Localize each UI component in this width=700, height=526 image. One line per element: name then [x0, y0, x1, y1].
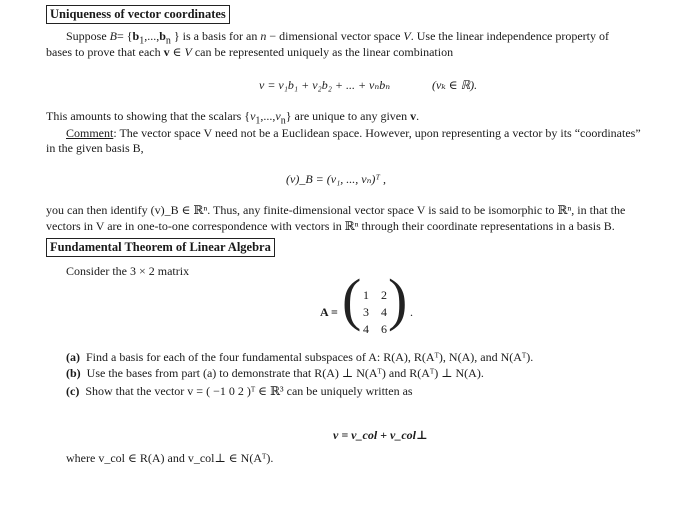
- matrix-cell: 4: [381, 305, 387, 319]
- identify-line-2: vectors in V are in one-to-one correspondence with vectors in ℝⁿ through their coordinate representations in a basis B.: [46, 219, 615, 233]
- comment-label: Comment: [66, 126, 114, 140]
- combination-equation: v = v₁b₁ + v₂b₂ + ... + vₙbₙ: [259, 78, 391, 92]
- matrix-cell: 6: [381, 322, 387, 336]
- decomposition-equation: v = v_col + v_col⊥: [333, 428, 428, 442]
- comment-line-1: Comment: The vector space V need not be a Euclidean space. However, upon representing a vector by its “coordinates”: [66, 126, 641, 140]
- coordinate-equation: (v)_B = (v₁, ..., vₙ)ᵀ ,: [286, 172, 387, 186]
- amounts-text: This amounts to showing that the scalars $\{v_1,...,v_n\}$ are unique to any given v.: [46, 109, 420, 127]
- section-title-fundamental-theorem: Fundamental Theorem of Linear Algebra: [46, 238, 275, 257]
- matrix-cell: 3: [363, 305, 369, 319]
- right-paren: ): [388, 267, 408, 332]
- intro-line-1: Suppose $B= \{b_1,...,b_n$ } is a basis for an n − dimensional vector space V. Use the linear independence property of: [66, 29, 610, 47]
- comment-line-2: in the given basis B,: [46, 141, 144, 155]
- section-title-uniqueness: Uniqueness of vector coordinates: [46, 5, 230, 24]
- matrix-A: [342, 267, 408, 340]
- intro-line-2: bases to prove that each v ∈ V can be represented uniquely as the linear combination: [46, 45, 454, 59]
- matrix-cell: 1: [363, 288, 369, 302]
- matrix-period: .: [410, 305, 413, 319]
- consider-text: Consider the 3 × 2 matrix: [66, 264, 190, 278]
- part-c: (c) Show that the vector v = ( −1 0 2 )ᵀ ∈ ℝ³ can be uniquely written as: [66, 384, 413, 398]
- combination-condition: (vₖ ∈ ℝ).: [432, 78, 478, 92]
- where-text: where v_col ∈ R(A) and v_col⊥ ∈ N(Aᵀ).: [66, 451, 274, 465]
- left-paren: (: [342, 267, 362, 332]
- part-b: (b) Use the bases from part (a) to demonstrate that R(A) ⊥ N(Aᵀ) and R(Aᵀ) ⊥ N(A).: [66, 366, 484, 380]
- identify-line-1: you can then identify (v)_B ∈ ℝⁿ. Thus, any finite-dimensional vector space V is said to be isomorphic to ℝⁿ, in that the: [46, 203, 626, 217]
- matrix-cell: 2: [381, 288, 387, 302]
- matrix-label: A =: [320, 305, 338, 319]
- part-a: (a) Find a basis for each of the four fundamental subspaces of A: R(A), R(Aᵀ), N(A), and N(Aᵀ).: [66, 350, 534, 364]
- matrix-cell: 4: [363, 322, 369, 336]
